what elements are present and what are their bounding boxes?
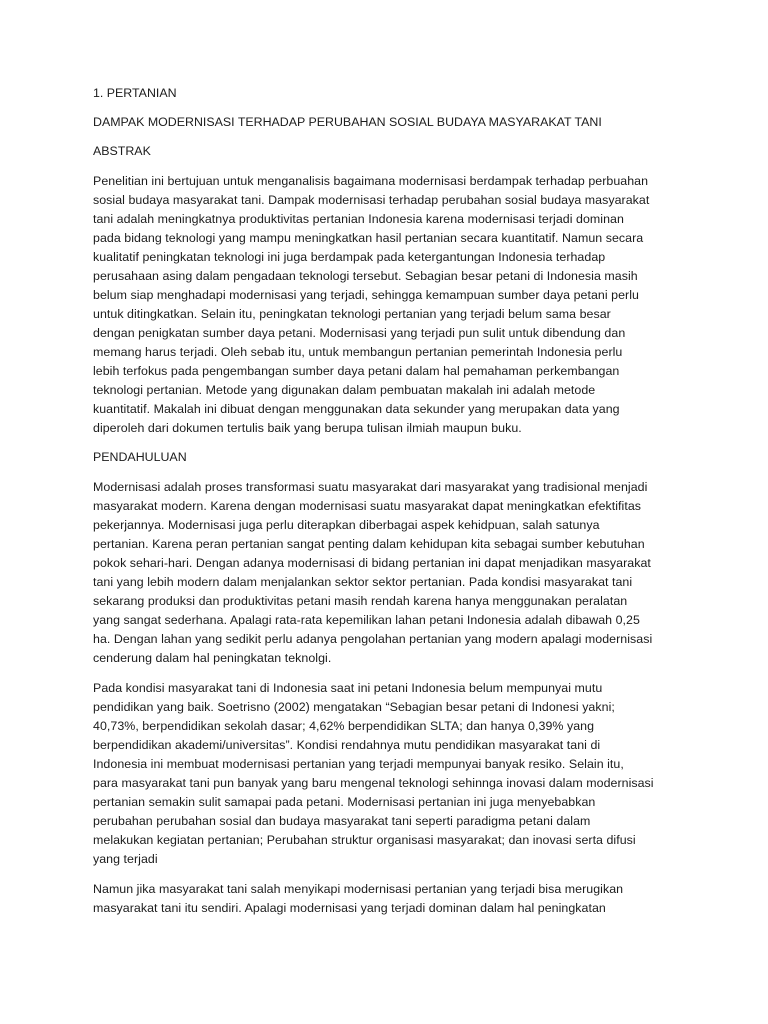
text-line: kualitatif peningkatan teknologi ini juga berdampak pada ketergantungan Indonesia terhadap [93, 250, 606, 264]
text-line: Namun jika masyarakat tani salah menyikapi modernisasi pertanian yang terjadi bisa merugikan [93, 882, 624, 896]
text-line: Indonesia ini membuat modernisasi pertanian yang terjadi mempunyai banyak resiko. Selain itu, [93, 757, 624, 771]
text-line: tani yang lebih modern dalam menjalankan sektor sektor pertanian. Pada kondisi masyarakat tani [93, 575, 633, 589]
text-line: untuk ditingkatkan. Selain itu, peningkatan teknologi pertanian yang terjadi belum sama besar [93, 307, 611, 321]
text-line: berpendidikan akademi/universitas”. Kondisi rendahnya mutu pendidikan masyarakat tani di [93, 738, 601, 752]
text-line: perusahaan asing dalam pengadaan teknologi tersebut. Sebagian besar petani di Indonesia masih [93, 269, 638, 283]
intro-paragraph-1 [93, 478, 683, 668]
text-line: yang sangat sederhana. Apalagi rata-rata kepemilikan lahan petani Indonesia adalah dibawah 0,25 [93, 613, 640, 627]
abstract-paragraph [93, 172, 683, 438]
text-line: pertanian. Karena peran pertanian sangat penting dalam kehidupan kita sebagai sumber kebutuhan [93, 537, 645, 551]
text-line: dengan penigkatan sumber daya petani. Modernisasi yang terjadi pun sulit untuk dibendung dan [93, 326, 626, 340]
text-line: cenderung dalam hal peningkatan teknolgi. [93, 651, 332, 665]
text-line: pekerjannya. Modernisasi juga perlu diterapkan diberbagai aspek kehidpuan, salah satunya [93, 518, 600, 532]
text-line: teknologi pertanian. Metode yang digunakan dalam pembuatan makalah ini adalah metode [93, 383, 596, 397]
text-line: para masyarakat tani pun banyak yang baru mengenal teknologi sehinnga inovasi dalam modernisasi [93, 776, 654, 790]
intro-heading: PENDAHULUAN [93, 450, 187, 464]
text-line: kuantitatif. Makalah ini dibuat dengan menggunakan data sekunder yang merupakan data yang [93, 402, 620, 416]
intro-paragraph-2 [93, 679, 683, 869]
text-line: pertanian semakin sulit samapai pada petani. Modernisasi pertanian ini juga menyebabkan [93, 795, 596, 809]
text-line: ha. Dengan lahan yang sedikit perlu adanya pengolahan pertanian yang modern apalagi modernisasi [93, 632, 653, 646]
text-line: 40,73%, berpendidikan sekolah dasar; 4,62% berpendidikan SLTA; dan hanya 0,39% yang [93, 719, 595, 733]
text-line: tani adalah meningkatnya produktivitas pertanian Indonesia karena modernisasi terjadi dominan [93, 212, 624, 226]
text-line: Modernisasi adalah proses transformasi suatu masyarakat dari masyarakat yang tradisional menjadi [93, 480, 648, 494]
text-line: memang harus terjadi. Oleh sebab itu, untuk membangun pertanian pemerintah Indonesia perlu [93, 345, 623, 359]
text-line: Penelitian ini bertujuan untuk menganalisis bagaimana modernisasi berdampak terhadap perbuahan [93, 174, 649, 188]
text-line: lebih terfokus pada pengembangan sumber daya petani dalam hal pemahaman perkembangan [93, 364, 620, 378]
text-line: yang terjadi [93, 852, 158, 866]
text-line: pendidikan yang baik. Soetrisno (2002) mengatakan “Sebagian besar petani di Indonesi yakni; [93, 700, 615, 714]
abstract-heading: ABSTRAK [93, 144, 151, 158]
text-line: masyarakat tani itu sendiri. Apalagi modernisasi yang terjadi dominan dalam hal peningkatan [93, 901, 606, 915]
intro-paragraph-3 [93, 880, 683, 918]
text-line: sosial budaya masyarakat tani. Dampak modernisasi terhadap perubahan sosial budaya masyarakat [93, 193, 650, 207]
text-line: perubahan perubahan sosial dan budaya masyarakat tani seperti paradigma petani dalam [93, 814, 591, 828]
text-line: melakukan kegiatan pertanian; Perubahan struktur organisasi masyarakat; dan inovasi serta difusi [93, 833, 636, 847]
text-line: pada bidang teknologi yang mampu meningkatkan hasil pertanian secara kuantitatif. Namun secara [93, 231, 644, 245]
text-line: belum siap menghadapi modernisasi yang terjadi, sehingga kemampuan sumber daya petani perlu [93, 288, 639, 302]
text-line: diperoleh dari dokumen tertulis baik yang berupa tulisan ilmiah maupun buku. [93, 421, 522, 435]
document-page [93, 84, 683, 918]
text-line: Pada kondisi masyarakat tani di Indonesia saat ini petani Indonesia belum mempunyai mutu [93, 681, 603, 695]
document-title: DAMPAK MODERNISASI TERHADAP PERUBAHAN SOSIAL BUDAYA MASYARAKAT TANI [93, 115, 602, 129]
section-number: 1. PERTANIAN [93, 86, 177, 100]
text-line: sekarang produksi dan produktivitas petani masih rendah karena hanya menggunakan peralatan [93, 594, 628, 608]
text-line: masyarakat modern. Karena dengan modernisasi suatu masyarakat dapat meningkatkan efektifitas [93, 499, 642, 513]
text-line: pokok sehari-hari. Dengan adanya modernisasi di bidang pertanian ini dapat menjadikan masyarakat [93, 556, 651, 570]
